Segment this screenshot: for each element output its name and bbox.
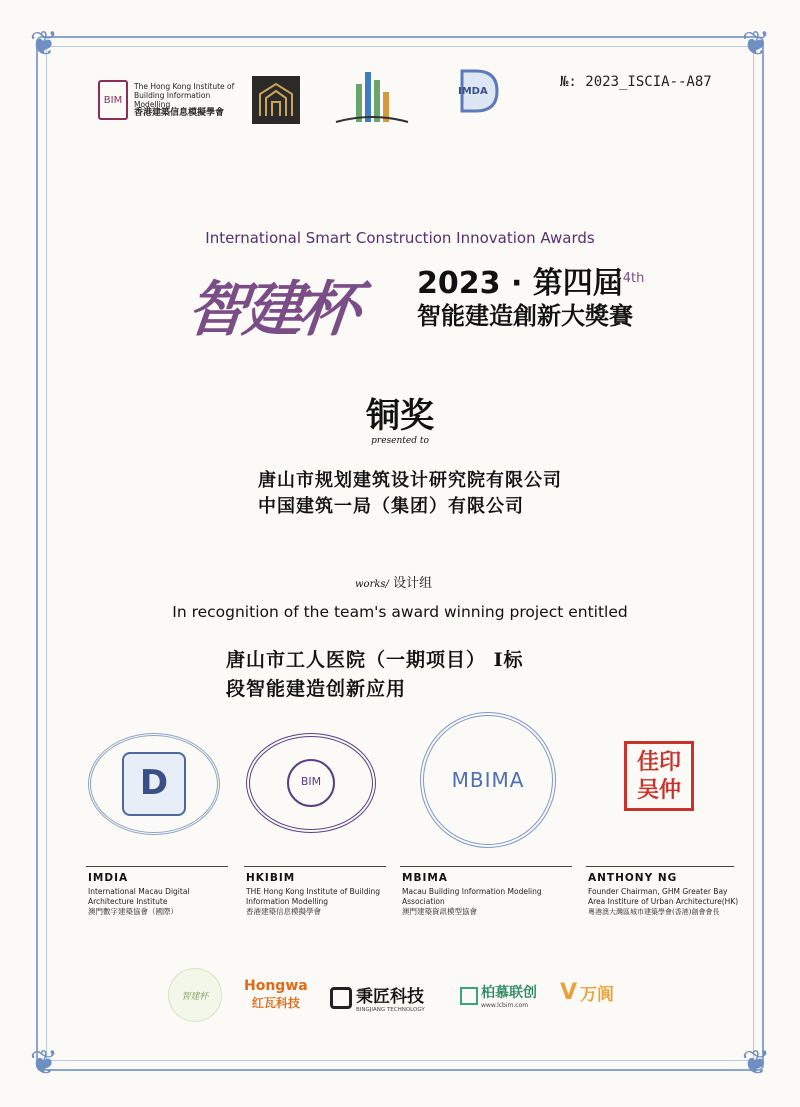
bingjiang-name-en: BINGJIANG TECHNOLOGY (356, 1007, 425, 1013)
wanrun-name: 万阆 (580, 985, 615, 1005)
corner-ornament-icon: ❦ (29, 24, 59, 64)
signer-desc-line: Information Modelling (246, 897, 328, 906)
edition-superscript: 4th (622, 271, 645, 286)
hkibim-logo (98, 80, 244, 120)
signer-desc-line: 澳門建築資訊模型協會 (402, 907, 477, 916)
signer-desc-line: Area Institure of Urban Architecture(HK) (588, 897, 739, 906)
personal-seal-stamp (624, 741, 694, 811)
signer-desc-mbima (402, 887, 582, 917)
signer-name-mbima: MBIMA (402, 872, 448, 884)
event-title: 智能建造創新大獎賽 (417, 302, 633, 330)
recipient-2: 中国建筑一局（集团）有限公司 (258, 496, 524, 517)
signer-desc-line: Founder Chairman, GHM Greater Bay (588, 887, 728, 896)
bingjiang-logo (330, 982, 425, 1013)
signature-line (244, 866, 386, 867)
mbima-seal (420, 712, 556, 848)
signer-desc-line: Architecture Institute (88, 897, 168, 906)
signer-desc-line: International Macau Digital (88, 887, 190, 896)
hkibim-name-zh: 香港建築信息模擬學會 (134, 108, 225, 118)
imdia-logo (452, 66, 502, 126)
brand-calligraphy: 智建杯 (183, 275, 360, 345)
hongwa-logo (244, 978, 308, 1011)
signer-desc-imdia (88, 887, 228, 917)
presented-to-label: presented to (371, 436, 429, 446)
signature-line (586, 866, 734, 867)
wanrun-logo (560, 980, 614, 1005)
edition-year: 2023 · 第四屆 (417, 266, 623, 301)
award-title: 铜奖 (366, 396, 434, 436)
works-line (355, 572, 432, 591)
gba-skyline-logo-icon (332, 64, 412, 134)
signer-desc-line: 粵港澳大灣區城市建築學會(香港)創會會長 (588, 908, 720, 916)
bingjiang-name: 秉匠科技 (356, 987, 424, 1007)
project-title-line-1: 唐山市工人医院（一期项目） Ⅰ标 (226, 649, 524, 671)
signer-desc-hkibim (246, 887, 390, 917)
lcbim-name: 柏慕联创 (481, 985, 537, 1001)
corner-ornament-icon: ❦ (741, 1043, 771, 1083)
stamp-logo (168, 968, 222, 1022)
signer-name-imdia: IMDIA (88, 872, 129, 884)
hkibim-name-en: The Hong Kong Institute of Building Information Modelling (134, 82, 235, 109)
certificate-serial-number: №: 2023_ISCIA--A87 (560, 74, 712, 90)
signer-name-anthony-ng: ANTHONY NG (588, 872, 678, 884)
corner-ornament-icon: ❦ (29, 1043, 59, 1083)
personal-seal-text: 佳印 吴仲 (636, 749, 681, 803)
signature-line (400, 866, 572, 867)
lcbim-url: www.lcbim.com (481, 1002, 529, 1009)
hongwa-name-zh: 红瓦科技 (251, 996, 300, 1010)
building-logo-icon (252, 76, 300, 124)
imdia-mark-text: IMDA (458, 86, 488, 97)
works-value: 设计组 (393, 576, 433, 591)
lcbim-logo (460, 982, 537, 1009)
recipient-1: 唐山市规划建筑设计研究院有限公司 (258, 470, 562, 491)
lcbim-mark-icon (460, 987, 478, 1005)
signer-desc-anthony-ng (588, 887, 748, 917)
project-title-line-2: 段智能建造创新应用 (226, 678, 407, 700)
signer-desc-line: THE Hong Kong Institute of Building (246, 887, 381, 896)
hongwa-name-en: Hongwa (244, 978, 308, 994)
hkibim-seal-icon: BIM (246, 733, 376, 833)
hkibim-mark-icon: BIM (98, 80, 128, 120)
award-subtitle-en: International Smart Construction Innovation Awards (205, 229, 595, 247)
signer-name-hkibim: HKIBIM (246, 872, 296, 884)
corner-ornament-icon: ❦ (741, 24, 771, 64)
signature-line (86, 866, 228, 867)
wanrun-mark-icon: V (560, 980, 578, 1005)
signer-desc-line: Macau Building Information Modeling Association (402, 887, 542, 906)
signer-desc-line: 香港建築信息模擬學會 (246, 907, 321, 916)
recognition-text: In recognition of the team's award winning project entitled (172, 603, 628, 621)
mbima-seal-text: MBIMA (451, 768, 525, 792)
signer-desc-line: 澳門數字建築協會（國際） (88, 907, 178, 916)
stamp-logo-text: 智建杯 (181, 991, 209, 1002)
works-label: works/ (355, 579, 389, 590)
bingjiang-mark-icon (330, 987, 352, 1009)
imdia-seal-icon: D (88, 733, 220, 835)
